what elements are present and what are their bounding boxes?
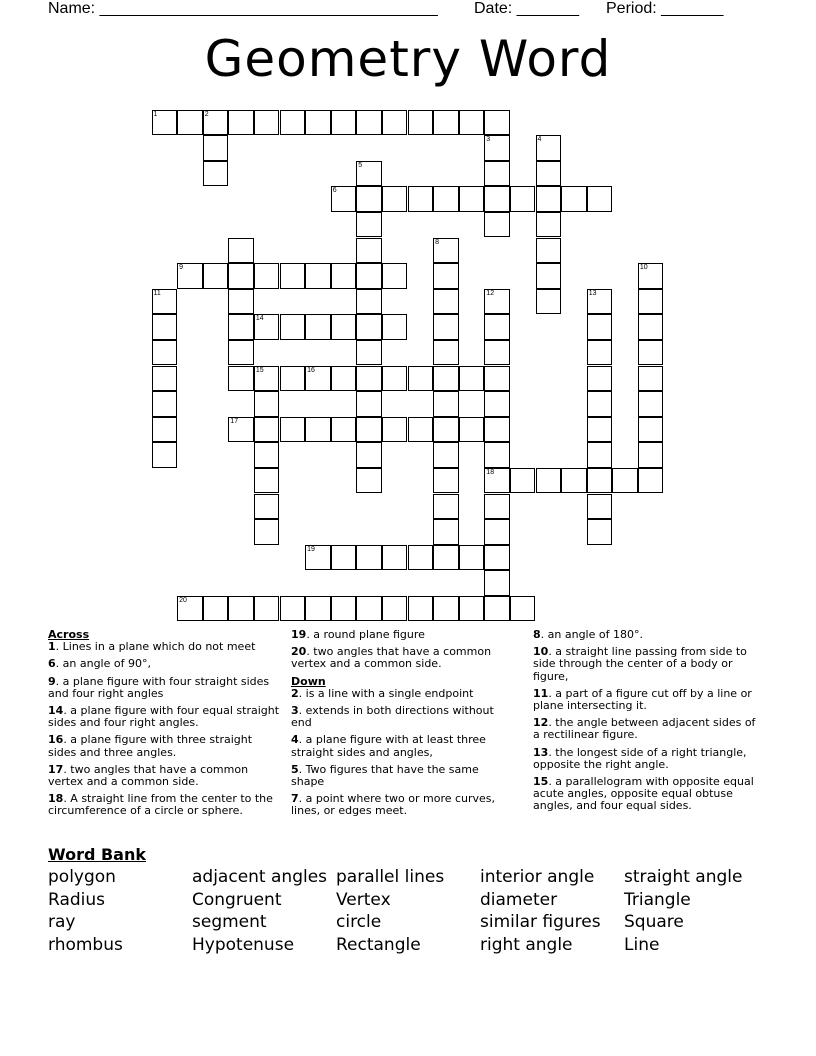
crossword-cell[interactable] bbox=[484, 186, 510, 212]
word-bank-word: rhombus bbox=[48, 934, 123, 955]
crossword-cell[interactable] bbox=[433, 366, 459, 392]
crossword-cell[interactable] bbox=[382, 263, 408, 289]
crossword-cell[interactable] bbox=[484, 161, 510, 187]
crossword-cell[interactable] bbox=[382, 110, 408, 136]
crossword-cell[interactable] bbox=[433, 519, 459, 545]
clue-number: 2 bbox=[204, 110, 209, 118]
word-bank-word: ray bbox=[48, 912, 76, 933]
crossword-cell[interactable] bbox=[433, 545, 459, 571]
clue-item bbox=[533, 688, 763, 712]
down-heading: Down bbox=[291, 674, 326, 688]
crossword-cell[interactable] bbox=[177, 263, 203, 289]
crossword-cell[interactable] bbox=[484, 494, 510, 520]
clue-number: 1 bbox=[153, 110, 158, 118]
crossword-cell[interactable] bbox=[484, 340, 510, 366]
word-bank-word: right angle bbox=[480, 934, 573, 955]
clues-column-1 bbox=[48, 629, 280, 823]
crossword-cell[interactable] bbox=[228, 366, 254, 392]
clue-text: . a plane figure with three straight sides and three angles. bbox=[48, 733, 253, 759]
clue-number: 16 bbox=[48, 733, 64, 747]
clue-text: . two angles that have a common vertex and a common side. bbox=[291, 645, 492, 671]
crossword-cell[interactable] bbox=[152, 314, 178, 340]
crossword-cell[interactable] bbox=[433, 238, 459, 264]
crossword-cell[interactable] bbox=[356, 263, 382, 289]
crossword-cell[interactable] bbox=[331, 596, 357, 622]
crossword-cell[interactable] bbox=[484, 314, 510, 340]
crossword-cell[interactable] bbox=[612, 468, 638, 494]
clue-text: . A straight line from the center to the circumference of a circle or sphere. bbox=[48, 792, 273, 818]
crossword-cell[interactable] bbox=[408, 545, 434, 571]
crossword-cell[interactable] bbox=[408, 366, 434, 392]
down-clue-list bbox=[291, 688, 511, 818]
crossword-cell[interactable] bbox=[638, 442, 664, 468]
crossword-cell[interactable] bbox=[510, 186, 536, 212]
crossword-cell[interactable] bbox=[203, 110, 229, 136]
crossword-cell[interactable] bbox=[638, 289, 664, 315]
crossword-cell[interactable] bbox=[484, 289, 510, 315]
clue-text: . a plane figure with four equal straight sides and four right angles. bbox=[48, 704, 280, 730]
clue-number: 17 bbox=[48, 762, 64, 776]
clue-number: 15 bbox=[533, 775, 549, 789]
crossword-cell[interactable] bbox=[382, 545, 408, 571]
crossword-cell[interactable] bbox=[254, 391, 280, 417]
clue-number: 15 bbox=[255, 366, 264, 374]
crossword-cell[interactable] bbox=[203, 596, 229, 622]
crossword-cell[interactable] bbox=[356, 442, 382, 468]
clue-number: 3 bbox=[291, 704, 299, 718]
clue-number: 12 bbox=[486, 289, 495, 297]
crossword-cell[interactable] bbox=[638, 340, 664, 366]
crossword-cell[interactable] bbox=[484, 468, 510, 494]
crossword-cell[interactable] bbox=[228, 263, 254, 289]
word-bank-word: interior angle bbox=[480, 867, 595, 887]
crossword-cell[interactable] bbox=[305, 545, 331, 571]
crossword-cell[interactable] bbox=[382, 596, 408, 622]
crossword-cell[interactable] bbox=[561, 468, 587, 494]
crossword-cell[interactable] bbox=[638, 263, 664, 289]
clue-item bbox=[533, 646, 763, 683]
crossword-cell[interactable] bbox=[356, 110, 382, 136]
clue-item bbox=[48, 676, 280, 700]
clue-text: . Lines in a plane which do not meet bbox=[55, 640, 256, 654]
crossword-cell[interactable] bbox=[536, 186, 562, 212]
clue-text: . the longest side of a right triangle, opposite the right angle. bbox=[533, 745, 747, 771]
clue-number: 4 bbox=[291, 733, 299, 747]
crossword-cell[interactable] bbox=[382, 186, 408, 212]
crossword-cell[interactable] bbox=[587, 314, 613, 340]
crossword-cell[interactable] bbox=[587, 366, 613, 392]
clue-item bbox=[48, 793, 280, 817]
crossword-cell[interactable] bbox=[484, 545, 510, 571]
clue-item bbox=[291, 646, 511, 670]
crossword-cell[interactable] bbox=[280, 366, 306, 392]
word-bank-word: Line bbox=[624, 934, 660, 955]
crossword-cell[interactable] bbox=[638, 366, 664, 392]
crossword-cell[interactable] bbox=[228, 314, 254, 340]
word-bank-title: Word Bank bbox=[48, 845, 147, 864]
crossword-cell[interactable] bbox=[510, 596, 536, 622]
crossword-cell[interactable] bbox=[382, 366, 408, 392]
crossword-cell[interactable] bbox=[587, 494, 613, 520]
clue-text: . extends in both directions without end bbox=[291, 704, 494, 730]
clue-text: . a round plane figure bbox=[306, 628, 425, 641]
word-bank-word: diameter bbox=[480, 889, 558, 910]
crossword-cell[interactable] bbox=[331, 186, 357, 212]
crossword-cell[interactable] bbox=[331, 366, 357, 392]
crossword-cell[interactable] bbox=[228, 417, 254, 443]
clue-number: 6 bbox=[48, 657, 56, 671]
crossword-cell[interactable] bbox=[433, 263, 459, 289]
clue-text: . a part of a figure cut off by a line or plane intersecting it. bbox=[533, 686, 752, 713]
clue-number: 2 bbox=[291, 686, 299, 700]
crossword-cell[interactable] bbox=[305, 366, 331, 392]
clue-number: 16 bbox=[307, 366, 315, 374]
crossword-cell[interactable] bbox=[280, 596, 306, 622]
crossword-cell[interactable] bbox=[459, 110, 485, 136]
clue-item bbox=[48, 734, 280, 758]
crossword-cell[interactable] bbox=[638, 417, 664, 443]
crossword-cell[interactable] bbox=[587, 186, 613, 212]
crossword-cell[interactable] bbox=[433, 314, 459, 340]
across-heading: Across bbox=[48, 628, 90, 641]
crossword-cell[interactable] bbox=[331, 417, 357, 443]
crossword-cell[interactable] bbox=[356, 468, 382, 494]
crossword-cell[interactable] bbox=[536, 468, 562, 494]
crossword-cell[interactable] bbox=[536, 161, 562, 187]
clue-number: 5 bbox=[291, 762, 299, 776]
crossword-cell[interactable] bbox=[433, 289, 459, 315]
clue-item bbox=[291, 764, 511, 788]
word-bank-word: Hypotenuse bbox=[192, 934, 295, 955]
clue-item bbox=[533, 776, 763, 813]
clue-number: 13 bbox=[533, 745, 549, 759]
clue-item bbox=[291, 734, 511, 758]
crossword-cell[interactable] bbox=[459, 596, 485, 622]
crossword-cell[interactable] bbox=[254, 110, 280, 136]
clue-item bbox=[533, 629, 763, 641]
clue-number: 13 bbox=[588, 289, 597, 297]
clue-item bbox=[291, 688, 511, 700]
crossword-cell[interactable] bbox=[305, 110, 331, 136]
clue-number: 8 bbox=[435, 238, 439, 246]
clue-text: . an angle of 180°. bbox=[540, 628, 643, 641]
crossword-cell[interactable] bbox=[254, 494, 280, 520]
clue-number: 5 bbox=[358, 161, 363, 169]
clue-text: . a plane figure with four straight sides and four right angles bbox=[48, 674, 270, 700]
crossword-cell[interactable] bbox=[152, 366, 178, 392]
crossword-cell[interactable] bbox=[459, 186, 485, 212]
crossword-cell[interactable] bbox=[280, 263, 306, 289]
clue-number: 14 bbox=[255, 315, 264, 323]
crossword-cell[interactable] bbox=[408, 596, 434, 622]
crossword-cell[interactable] bbox=[254, 596, 280, 622]
crossword-cell[interactable] bbox=[510, 468, 536, 494]
crossword-cell[interactable] bbox=[536, 289, 562, 315]
crossword-cell[interactable] bbox=[305, 314, 331, 340]
crossword-cell[interactable] bbox=[356, 366, 382, 392]
crossword-cell[interactable] bbox=[484, 391, 510, 417]
word-bank-word: circle bbox=[336, 912, 382, 933]
word-bank-word: similar figures bbox=[480, 912, 601, 933]
clue-number: 3 bbox=[486, 136, 491, 144]
crossword-cell[interactable] bbox=[638, 468, 664, 494]
crossword-cell[interactable] bbox=[280, 314, 306, 340]
crossword-cell[interactable] bbox=[152, 442, 178, 468]
crossword-cell[interactable] bbox=[356, 340, 382, 366]
crossword-cell[interactable] bbox=[254, 519, 280, 545]
clue-text: . a point where two or more curves, lines, or edges meet. bbox=[291, 792, 496, 818]
crossword-cell[interactable] bbox=[484, 212, 510, 238]
crossword-cell[interactable] bbox=[152, 417, 178, 443]
crossword-cell[interactable] bbox=[305, 263, 331, 289]
crossword-cell[interactable] bbox=[228, 110, 254, 136]
crossword-cell[interactable] bbox=[561, 186, 587, 212]
crossword-cell[interactable] bbox=[536, 238, 562, 264]
clue-number: 18 bbox=[486, 468, 495, 476]
crossword-cell[interactable] bbox=[254, 417, 280, 443]
clue-text: . an angle of 90°, bbox=[55, 657, 151, 671]
clue-text: . a straight line passing from side to side through the center of a body or figure, bbox=[533, 645, 747, 683]
crossword-cell[interactable] bbox=[536, 135, 562, 161]
crossword-cell[interactable] bbox=[331, 314, 357, 340]
crossword-cell[interactable] bbox=[177, 596, 203, 622]
crossword-cell[interactable] bbox=[382, 417, 408, 443]
crossword-cell[interactable] bbox=[484, 442, 510, 468]
crossword-cell[interactable] bbox=[484, 570, 510, 596]
clue-item bbox=[291, 629, 511, 641]
clue-number: 20 bbox=[179, 596, 187, 604]
clue-item bbox=[48, 641, 280, 653]
clue-number: 8 bbox=[533, 628, 541, 641]
word-bank-word: straight angle bbox=[624, 867, 743, 887]
word-bank-word: polygon bbox=[48, 867, 116, 887]
clue-item bbox=[533, 717, 763, 741]
crossword-cell[interactable] bbox=[587, 391, 613, 417]
crossword-cell[interactable] bbox=[356, 186, 382, 212]
crossword-cell[interactable] bbox=[382, 314, 408, 340]
crossword-cell[interactable] bbox=[280, 110, 306, 136]
word-bank-word: parallel lines bbox=[336, 867, 445, 887]
across-clue-list bbox=[48, 641, 280, 817]
clue-number: 20 bbox=[291, 645, 307, 659]
clues-column-3 bbox=[533, 629, 763, 818]
crossword-cell[interactable] bbox=[331, 110, 357, 136]
clue-number: 6 bbox=[332, 187, 337, 195]
clue-item bbox=[291, 705, 511, 729]
date-field[interactable]: Date: _______ bbox=[474, 0, 579, 17]
page-title: Geometry Word bbox=[204, 30, 612, 88]
clue-number: 10 bbox=[533, 645, 549, 659]
crossword-cell[interactable] bbox=[280, 417, 306, 443]
crossword-cell[interactable] bbox=[228, 596, 254, 622]
word-bank-word: Radius bbox=[48, 889, 106, 910]
clue-text: . a plane figure with at least three straight sides and angles, bbox=[291, 733, 486, 759]
crossword-cell[interactable] bbox=[331, 545, 357, 571]
crossword-cell[interactable] bbox=[484, 135, 510, 161]
crossword-cell[interactable] bbox=[433, 494, 459, 520]
crossword-cell[interactable] bbox=[587, 340, 613, 366]
word-bank-word: adjacent angles bbox=[192, 867, 328, 887]
crossword-cell[interactable] bbox=[356, 314, 382, 340]
crossword-cell[interactable] bbox=[254, 442, 280, 468]
word-bank-word: segment bbox=[192, 912, 267, 933]
clue-number: 12 bbox=[533, 716, 549, 730]
crossword-cell[interactable] bbox=[203, 263, 229, 289]
crossword-cell[interactable] bbox=[484, 519, 510, 545]
crossword-cell[interactable] bbox=[305, 417, 331, 443]
crossword-cell[interactable] bbox=[459, 545, 485, 571]
crossword-cell[interactable] bbox=[356, 391, 382, 417]
crossword-cell[interactable] bbox=[484, 366, 510, 392]
clue-number: 10 bbox=[639, 264, 648, 272]
clue-number: 11 bbox=[533, 686, 549, 700]
crossword-cell[interactable] bbox=[408, 417, 434, 443]
crossword-cell[interactable] bbox=[331, 263, 357, 289]
crossword-cell[interactable] bbox=[459, 417, 485, 443]
crossword-cell[interactable] bbox=[152, 110, 178, 136]
clue-item bbox=[48, 705, 280, 729]
crossword-cell[interactable] bbox=[536, 212, 562, 238]
crossword-cell[interactable] bbox=[433, 468, 459, 494]
word-bank-word: Congruent bbox=[192, 889, 282, 910]
crossword-cell[interactable] bbox=[408, 186, 434, 212]
clue-number: 11 bbox=[153, 289, 161, 297]
clue-number: 9 bbox=[48, 674, 56, 688]
crossword-cell[interactable] bbox=[587, 468, 613, 494]
crossword-cell[interactable] bbox=[433, 110, 459, 136]
crossword-cell[interactable] bbox=[254, 263, 280, 289]
crossword-cell[interactable] bbox=[152, 289, 178, 315]
word-bank-word: Rectangle bbox=[336, 934, 421, 955]
clue-item bbox=[48, 658, 280, 670]
crossword-cell[interactable] bbox=[536, 263, 562, 289]
crossword-cell[interactable] bbox=[356, 161, 382, 187]
name-field[interactable]: Name: ______________________________________ bbox=[48, 0, 438, 17]
clue-number: 19 bbox=[291, 628, 307, 641]
crossword-cell[interactable] bbox=[587, 289, 613, 315]
clue-item bbox=[48, 764, 280, 788]
clue-text: . Two figures that have the same shape bbox=[291, 762, 479, 789]
crossword-cell[interactable] bbox=[152, 340, 178, 366]
clue-item bbox=[533, 747, 763, 771]
crossword-cell[interactable] bbox=[408, 110, 434, 136]
crossword-cell[interactable] bbox=[228, 340, 254, 366]
crossword-cell[interactable] bbox=[203, 135, 229, 161]
crossword-cell[interactable] bbox=[587, 519, 613, 545]
clue-number: 19 bbox=[307, 545, 315, 553]
crossword-cell[interactable] bbox=[254, 366, 280, 392]
clue-number: 18 bbox=[48, 792, 64, 806]
clue-number: 4 bbox=[537, 136, 542, 144]
crossword-cell[interactable] bbox=[638, 314, 664, 340]
crossword-cell[interactable] bbox=[484, 596, 510, 622]
crossword-cell[interactable] bbox=[254, 468, 280, 494]
crossword-cell[interactable] bbox=[433, 417, 459, 443]
word-bank-word: Square bbox=[624, 912, 684, 933]
clue-number: 17 bbox=[230, 417, 239, 425]
crossword-cell[interactable] bbox=[433, 340, 459, 366]
crossword-cell[interactable] bbox=[152, 391, 178, 417]
crossword-cell[interactable] bbox=[433, 391, 459, 417]
crossword-cell[interactable] bbox=[433, 596, 459, 622]
crossword-cell[interactable] bbox=[356, 545, 382, 571]
clue-number: 1 bbox=[48, 640, 56, 654]
period-field[interactable]: Period: _______ bbox=[606, 0, 724, 17]
crossword-cell[interactable] bbox=[356, 289, 382, 315]
clue-text: . is a line with a single endpoint bbox=[298, 686, 474, 700]
crossword-cell[interactable] bbox=[433, 186, 459, 212]
clue-text: . a parallelogram with opposite equal acute angles, opposite equal obtuse angles, and four equal sides. bbox=[533, 775, 754, 813]
crossword-cell[interactable] bbox=[484, 417, 510, 443]
crossword-cell[interactable] bbox=[484, 110, 510, 136]
crossword-cell[interactable] bbox=[433, 442, 459, 468]
crossword-cell[interactable] bbox=[305, 596, 331, 622]
crossword-cell[interactable] bbox=[254, 314, 280, 340]
crossword-cell[interactable] bbox=[356, 417, 382, 443]
clue-text: . two angles that have a common vertex and a common side. bbox=[48, 762, 249, 789]
clue-text: . the angle between adjacent sides of a rectilinear figure. bbox=[533, 716, 756, 742]
crossword-cell[interactable] bbox=[203, 161, 229, 187]
clue-number: 7 bbox=[291, 792, 299, 806]
crossword-cell[interactable] bbox=[587, 417, 613, 443]
clue-number: 14 bbox=[48, 704, 64, 718]
clues-column-2 bbox=[291, 629, 511, 823]
word-bank-word: Triangle bbox=[624, 889, 691, 910]
crossword-cell[interactable] bbox=[356, 212, 382, 238]
word-bank-word: Vertex bbox=[336, 889, 391, 910]
crossword-cell[interactable] bbox=[228, 238, 254, 264]
clue-item bbox=[291, 793, 511, 817]
down-clue-list-continued bbox=[533, 629, 763, 813]
crossword-cell[interactable] bbox=[459, 366, 485, 392]
crossword-cell[interactable] bbox=[638, 391, 664, 417]
crossword-cell[interactable] bbox=[228, 289, 254, 315]
clue-number: 9 bbox=[179, 264, 183, 272]
crossword-cell[interactable] bbox=[177, 110, 203, 136]
crossword-cell[interactable] bbox=[587, 442, 613, 468]
across-clue-list-continued bbox=[291, 629, 511, 671]
crossword-cell[interactable] bbox=[356, 238, 382, 264]
crossword-cell[interactable] bbox=[356, 596, 382, 622]
